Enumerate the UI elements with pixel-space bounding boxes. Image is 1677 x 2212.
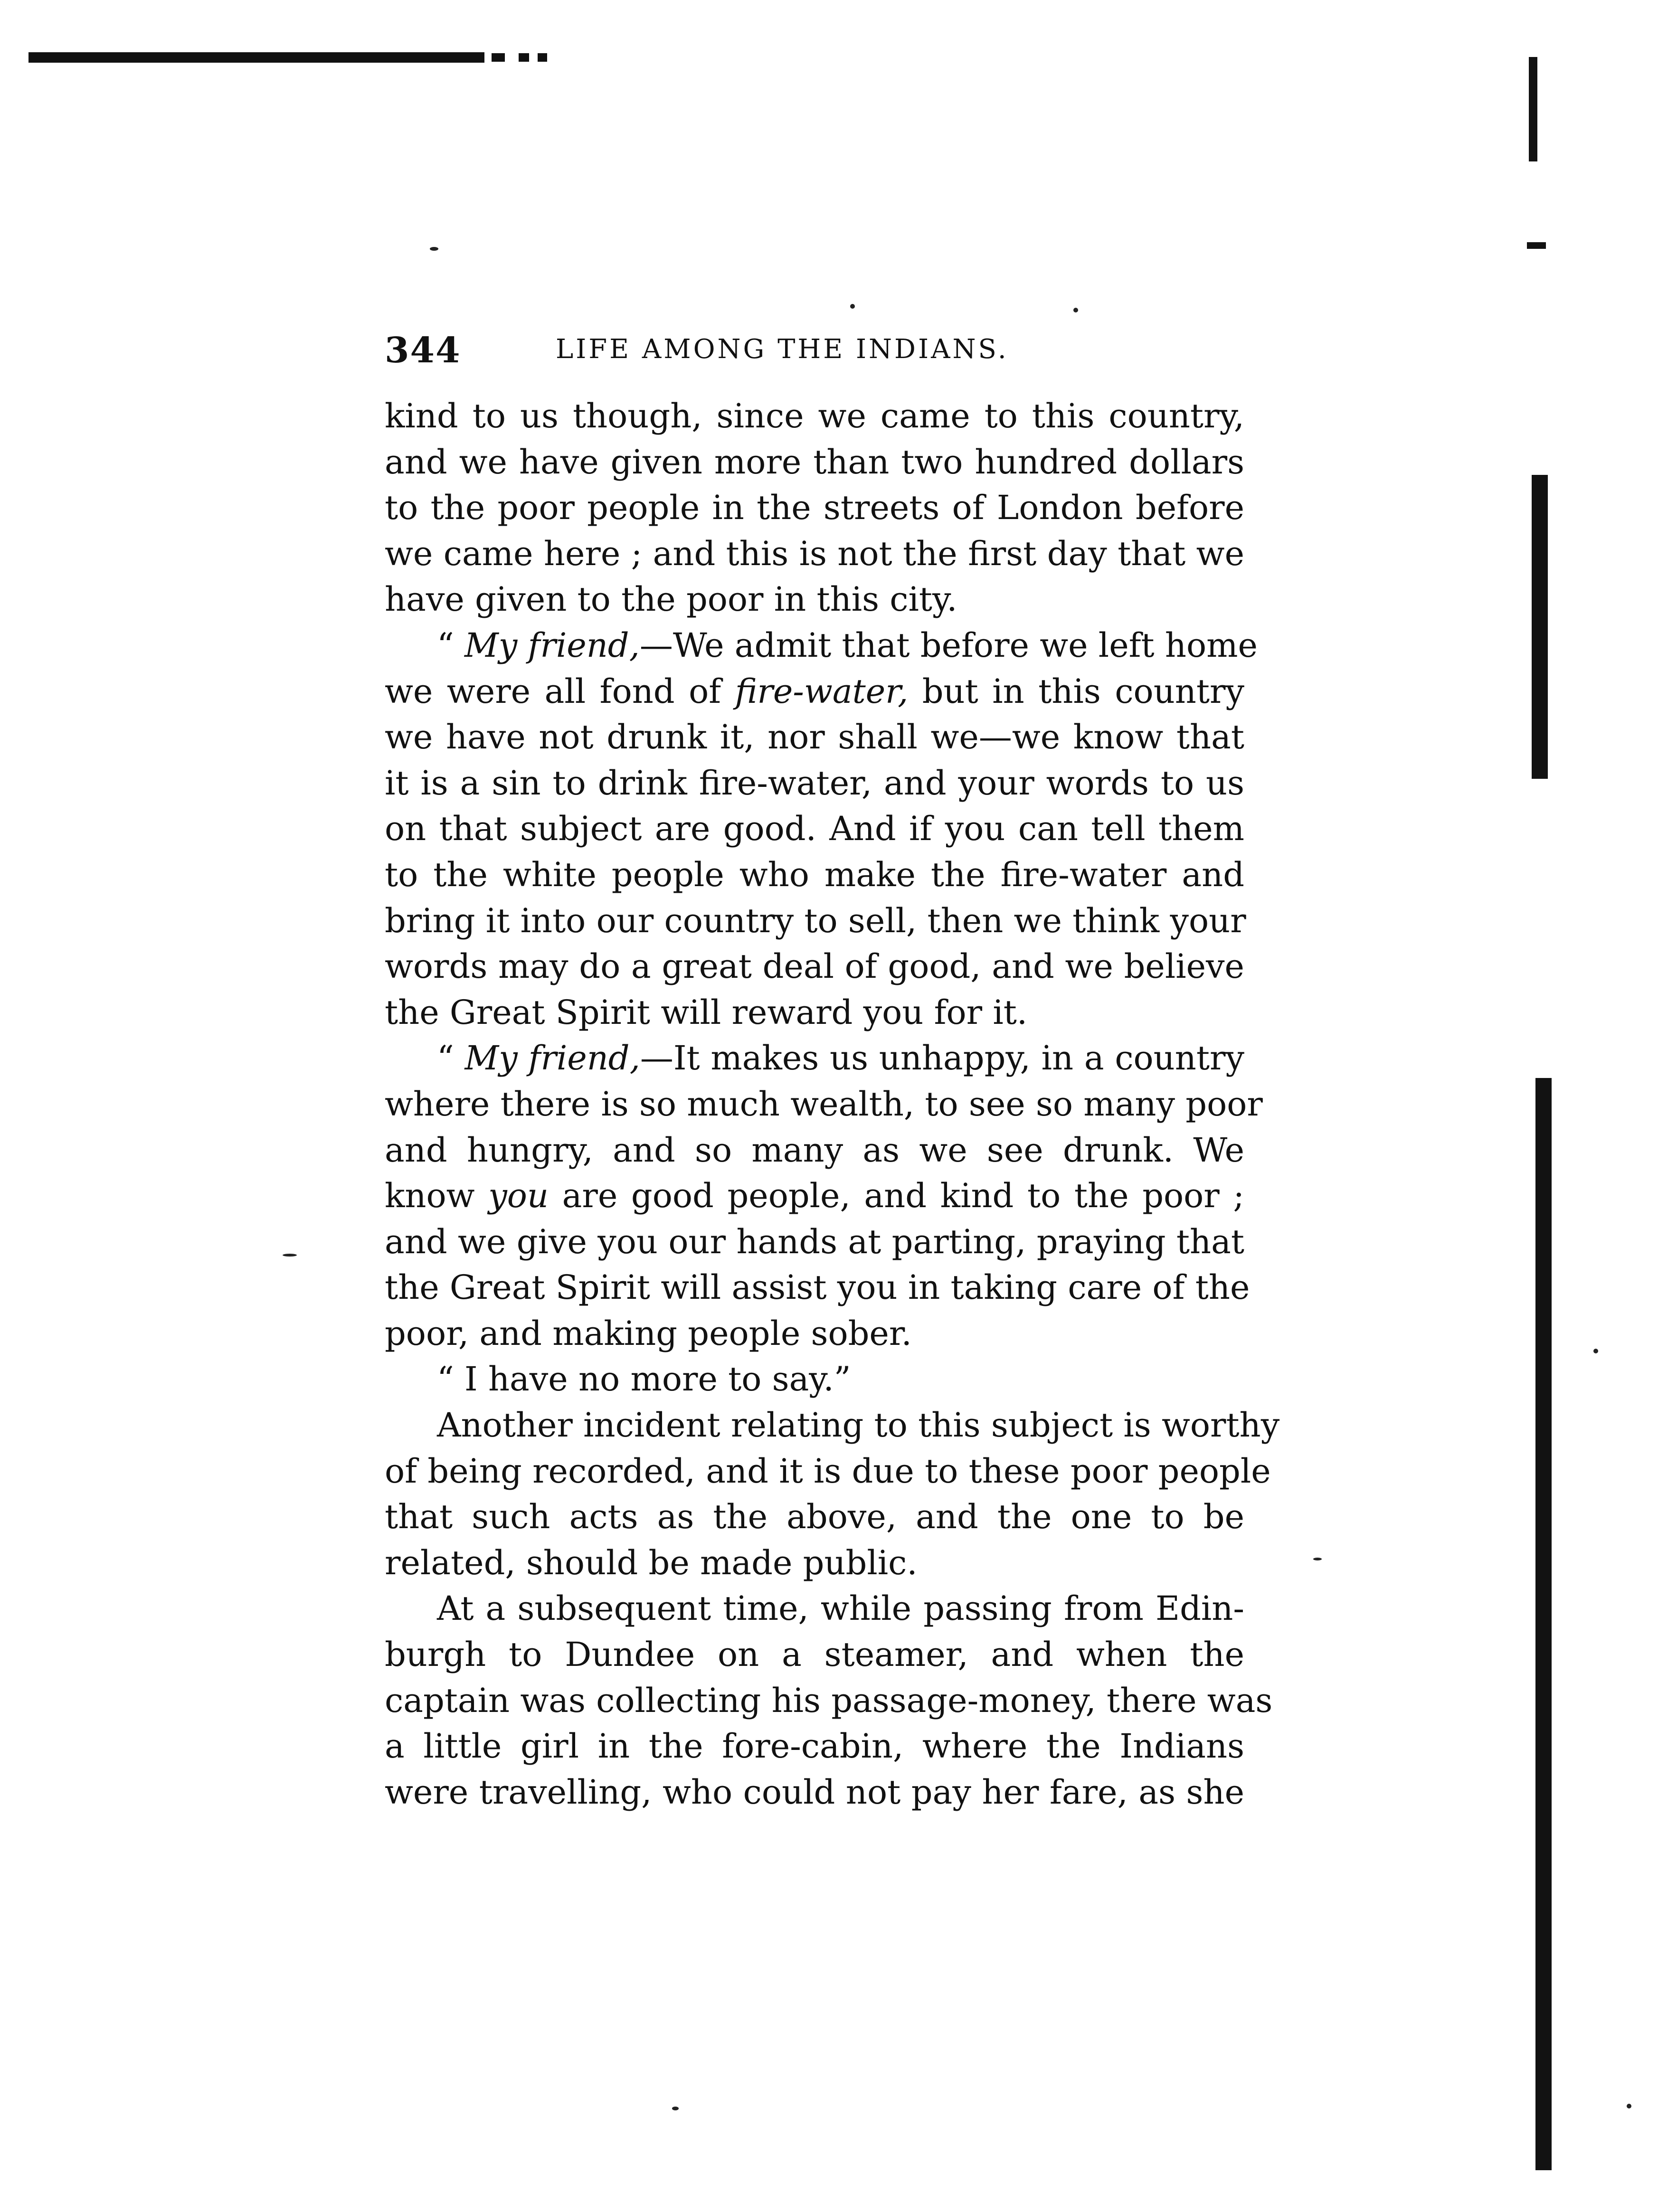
text-line: captain was collecting his passage-money, there was <box>385 1681 1273 1720</box>
text-line: burgh to Dundee on a steamer, and when the <box>385 1635 1244 1674</box>
text-line: to the white people who make the fire-water and <box>385 855 1244 894</box>
text-line: “ I have no more to say.” <box>437 1360 851 1399</box>
scan-speck <box>1313 1558 1322 1560</box>
text-line: of being recorded, and it is due to these poor people <box>385 1451 1271 1491</box>
text-line: the Great Spirit will assist you in taking care of the <box>385 1268 1250 1307</box>
text-line: “ My friend,—It makes us unhappy, in a country <box>437 1039 1244 1078</box>
text-line: “ My friend,—We admit that before we left home <box>437 625 1258 665</box>
text-line: we have not drunk it, nor shall we—we know that <box>385 718 1244 757</box>
text-line: to the poor people in the streets of London before <box>385 488 1244 528</box>
text-line: and we have given more than two hundred dollars <box>385 442 1244 482</box>
text-line: and we give you our hands at parting, praying that <box>385 1222 1244 1261</box>
scan-speck <box>1593 1349 1598 1353</box>
text-line: were travelling, who could not pay her fare, as she <box>385 1772 1244 1812</box>
page-number: 344 <box>385 330 461 371</box>
scan-speck <box>1073 308 1078 312</box>
text-line: words may do a great deal of good, and we believe <box>385 947 1244 986</box>
text-line: Another incident relating to this subject is worthy <box>437 1406 1280 1445</box>
text-line: we came here ; and this is not the first day that we <box>385 534 1244 573</box>
text-line: the Great Spirit will reward you for it. <box>385 993 1028 1032</box>
text-line: a little girl in the fore-cabin, where the Indians <box>385 1727 1244 1766</box>
text-line: it is a sin to drink fire-water, and your words to us <box>385 763 1244 803</box>
scan-speck <box>850 304 855 309</box>
text-line: At a subsequent time, while passing from Edin- <box>437 1589 1244 1628</box>
running-title: LIFE AMONG THE INDIANS. <box>556 334 1009 365</box>
text-line: and hungry, and so many as we see drunk. We <box>385 1130 1244 1170</box>
body-text <box>385 393 1280 1815</box>
scan-speck <box>283 1254 297 1257</box>
scan-speck <box>1627 2104 1631 2108</box>
text-line: on that subject are good. And if you can tell them <box>385 809 1244 849</box>
text-line: we were all fond of fire-water, but in this country <box>385 671 1244 711</box>
text-line: poor, and making people sober. <box>385 1314 912 1353</box>
text-line: bring it into our country to sell, then we think your <box>385 901 1246 940</box>
text-line: related, should be made public. <box>385 1543 918 1582</box>
text-line: where there is so much wealth, to see so many poor <box>385 1084 1263 1124</box>
text-line: that such acts as the above, and the one to be <box>385 1497 1244 1537</box>
running-head <box>385 330 1263 382</box>
text-line: know you are good people, and kind to the poor ; <box>385 1176 1245 1216</box>
text-line: have given to the poor in this city. <box>385 580 957 619</box>
scan-speck <box>430 247 438 251</box>
text-line: kind to us though, since we came to this country, <box>385 397 1244 435</box>
scan-speck <box>672 2107 679 2110</box>
